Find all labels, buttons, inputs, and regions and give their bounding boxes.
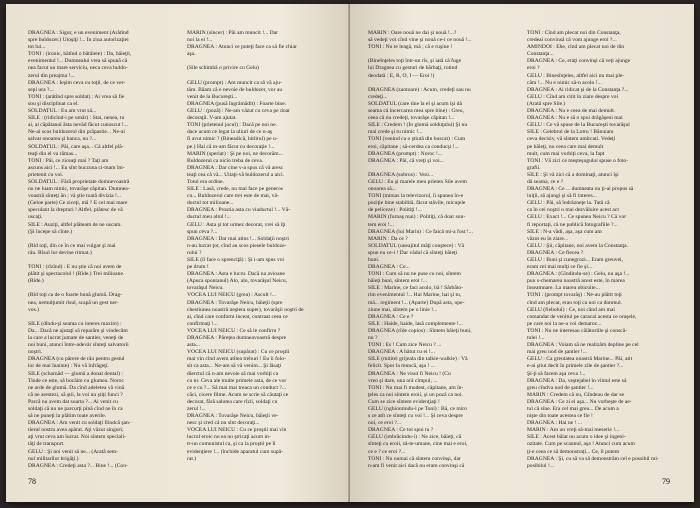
text-line: greu cîndva nod de şantier !... xyxy=(527,384,594,391)
left-page xyxy=(6,4,350,502)
text-line: ascuns aici !... Eu sînt buczuna ci-mam îm- xyxy=(28,164,125,171)
text-line: plătit şi spectacolul ! (Rîde.) Trei milioane. xyxy=(28,271,125,278)
text-line: DRAGNEA : Dar cine v-a spus că vă aresc xyxy=(187,164,284,171)
text-line: s ce atît ce sînteţi cu voi !... Şi ceva despre xyxy=(368,413,463,420)
right-column-1 xyxy=(368,30,517,470)
text-line: SOLDATUL (care tine la el şi acum îşi dă xyxy=(368,100,462,107)
text-line: DRAGNEA : Asta e lucru. Dacă na avioane xyxy=(187,271,285,278)
text-line: tăţi de transport. xyxy=(28,441,65,448)
text-line: ceea că nu credeţi, tovarăşe căpitan !... xyxy=(368,115,455,122)
text-line: ai, ai căpătanul ăsta nevăd făcut cunoscut !... xyxy=(28,122,128,129)
text-line: DRAGNEA : Dar mai atins !... Soldaţii noştri xyxy=(187,235,289,242)
text-line: SILE : Haide, haide, lasă complemente !... xyxy=(368,320,463,327)
text-line: GELU : Ce vă spuse de la Bucureşti tovarăşul xyxy=(527,122,630,129)
text-line: Şi-ţi să facem aşa ceva !... xyxy=(527,370,586,377)
text-line xyxy=(187,58,336,65)
text-line: DRAGNEA : Voiam să ne realizăm depline pe cel xyxy=(527,342,639,349)
text-line: DRAGNEA (pusă îngrămădit) : Foarte bine. xyxy=(187,100,287,107)
text-line: DRAGNEA : Păreţea dumneavoastră despre xyxy=(187,335,287,342)
text-line: ce e ? ce eroi ?... xyxy=(368,448,406,455)
text-line: GELU : Şii, căpitane, noi avem la Constanţa. xyxy=(527,242,628,249)
text-line: chestiunea noastră neştera super), tovarăşii noştri de xyxy=(187,306,304,313)
text-line: SOLDATUL : Păi, care aşa... Că altfel plă- xyxy=(28,143,124,150)
text-line: noştri. xyxy=(28,349,43,356)
text-line: ne arde de glumă. Da cînd adeletea vă vină xyxy=(28,384,125,391)
text-line: spun ceva ?... xyxy=(187,228,218,235)
text-line: TONI : (rîzînd) : E nu ştie că noi avem de xyxy=(28,264,122,271)
text-line: DRAGNEA : Ne visul fi Neicu ! (Cu xyxy=(368,370,451,377)
text-line: DRAGNEA : Ce... xyxy=(368,264,410,271)
text-line: VOCEA LUI NEICU (grea) : Ascult !... xyxy=(187,292,277,299)
text-line xyxy=(28,257,177,264)
text-line: dierctul că n-am nevoie să mai vorbiţi ca xyxy=(187,370,279,377)
text-line: n-au lucrat ţot, cînd au scos piesele buldoze- xyxy=(187,242,287,249)
text-line: eroi ? xyxy=(527,65,540,72)
text-line: să vedeţi voi cînd vine şi nouă ce-i ce nouă !... xyxy=(368,37,472,44)
text-line: SILE (dîndu-şi seama cu interes maxim) : xyxy=(28,320,122,327)
text-line: doctul tot milioane... xyxy=(187,200,234,207)
text-line: ce e cu ?... Să mai mai treaca un conduct ?... xyxy=(187,384,287,391)
text-line: lui Dragnea cu gesturi de bărbaţi, rotind xyxy=(368,65,458,72)
text-line: TONI : (prompt tovarăş) : Ne-au plătit toţi xyxy=(527,292,622,299)
text-line: TONI : Nu numai că sîntem convinşi, dar xyxy=(368,455,461,462)
text-line: TONI : (arătînd spre soldat) : Ai vrea să fie xyxy=(28,93,125,100)
text-line: Constanţa... xyxy=(527,51,554,58)
text-line: GELU : Buni şi cunegrozi... Eram greuvei, xyxy=(527,257,624,263)
text-line: DRAGNEA : Tovarăşe Neicu, băieţii (spre xyxy=(187,299,283,306)
text-line: la care a lucrat jumate de santier, veneţi de xyxy=(28,335,124,342)
text-line: DRAGNEA : A bătut cu ei !... xyxy=(368,349,435,356)
text-line: SOLDATUL : Eu am vrut să... xyxy=(28,108,97,115)
text-line: dă seama, ce e ? xyxy=(527,178,564,185)
text-line: DRAGNEA (zaotoare) : Acum, credeţi sau nu xyxy=(368,86,471,93)
text-line: SILE : N-a vădi, aşa, aşa cum am xyxy=(527,228,602,235)
text-line: voastră sînteţi ăn ; vă ştie toată divizia !... xyxy=(28,193,122,200)
text-line: (Apuca spontanul) Alo, alo, tovarăşul Neicu, xyxy=(187,278,288,285)
text-line: pe băieţi, nu ceea care mai demult xyxy=(527,143,604,150)
text-line: AMINDOI : Ehe, cînd am plecat noi de din xyxy=(527,44,625,51)
text-line: SILE : Lasă, crede, nu mai face pe generos xyxy=(187,186,283,193)
text-line: DRAGNEA (lui Marin) : Ce faică mi-a fost !... xyxy=(368,228,473,235)
text-line: rului ? xyxy=(187,249,202,256)
text-line: aşa. xyxy=(187,51,196,58)
text-line: SILE : (ridicînd-i pe umăr) : Stai, nenea, tu xyxy=(28,115,125,122)
text-line: tierul nostru avea apărat. Aţi văzut singuri; xyxy=(28,427,124,434)
text-line: SOLDATUL : Fără proprietate domnevoastră xyxy=(28,178,130,185)
text-line: Tinde ce este, să bocăim cu glumea. Noroc xyxy=(28,377,124,384)
text-line: mai crede şi tu nimic !... xyxy=(368,129,423,136)
text-line: ai, cînd care conform inceat, contraat ceea ce xyxy=(187,313,288,320)
text-line: văzut eu în ziare... xyxy=(527,235,568,242)
text-line xyxy=(28,314,177,321)
text-line: tot lui... xyxy=(28,44,46,51)
text-line: TONI : Păi, ce ziceaţi mai ? Taţi am xyxy=(28,157,109,164)
text-line: DRAGNEA : Prostia asta cu viaductul !... Vă- xyxy=(187,207,291,214)
text-line xyxy=(187,463,336,470)
text-line: nea, nemulţumit rîsul, scapă un gest ner- xyxy=(28,299,119,306)
text-line: DRAGNEA (sobrus) : Vezi... xyxy=(368,171,434,178)
text-line: Parcă nu avem dat soarta ?... Ai venit cu xyxy=(28,398,118,405)
text-line: rat.) xyxy=(187,455,197,462)
text-line: uscaţi. xyxy=(28,214,43,221)
text-line: GELU (prompt) : Am muncit ca să vă aju- xyxy=(187,79,282,86)
text-line: TONI : Es ! Cum zice Neicu ? ... xyxy=(368,342,442,349)
text-line: mai vin cînd avem atîtea treburi ! Eu îi folo- xyxy=(187,356,286,363)
page-number-left: 78 xyxy=(28,477,36,486)
text-line: sînteţi cu eroii, să-te-umane, cine mai e eroi, xyxy=(368,441,468,448)
right-page xyxy=(350,4,694,502)
text-line: Ne-ai scos buldozerul din prăpastie... Ne-ai xyxy=(28,129,125,136)
text-line: pe.) Hai că m-am făcut cu decoraţie !... xyxy=(187,143,275,150)
text-line: tr-un comunistul ca, şi ca la proştii pe îl xyxy=(187,441,276,448)
text-line: onoarea să... xyxy=(368,186,396,193)
text-line: lucrul eroic nu ea nu ştricaţi acum in- xyxy=(187,434,271,441)
text-line: evidenţiere !... (închide aparatul cum supă- xyxy=(187,448,283,455)
text-line: DRAGNEA : Ce fiecea ? xyxy=(527,249,584,256)
text-line: nul militarilor brigăţi.) xyxy=(28,455,79,462)
text-line: fi avut nimic ? (Bineadică, hitlirul) pe u- xyxy=(187,136,278,143)
text-line: TONI : Vă zici ce meşteşugului spuse o foto- xyxy=(527,157,629,164)
text-line xyxy=(368,51,517,58)
text-line: GELU (nghiontindu-l pe Toni) : Bă, ce miro xyxy=(368,405,467,412)
text-line: noi, ce eroi ?... xyxy=(368,420,402,427)
text-line: sepi ura ?... xyxy=(28,86,54,93)
text-line: DRAGNEA : Ce ... dumneata nu ţi-ai propus să xyxy=(527,186,634,193)
left-page-columns xyxy=(28,30,336,470)
text-line: SILE : Auziţi, altfel plăteam de ne uscam. xyxy=(28,221,122,228)
text-line: ozitate. Cum pe scaunul, aşa ! Atunci cum acum xyxy=(527,441,635,448)
text-line xyxy=(28,285,177,292)
text-line: sou şi disciplinat ca el. xyxy=(28,100,79,107)
text-line: grafii. xyxy=(527,164,541,171)
text-line: TONI (prietenul jocul) : Dacă pe noi ne. xyxy=(187,122,277,129)
text-line: (Sile schimbă o privire cu Gelu) xyxy=(187,65,259,72)
text-line: decoraţii. V-am ajutat. xyxy=(187,115,237,122)
text-line: GELU : Cînd am citit în ziare despre voi xyxy=(527,93,619,100)
text-line: SOLDATUL (uneajitul mâţi conştece) : Vă xyxy=(368,242,465,249)
text-line: DRAGNEA : Hai ne ! ... xyxy=(527,420,582,427)
text-line: vos.) xyxy=(28,306,40,313)
text-line: DRAGNEA (rîde copios) : Sîntem băieţi buni, xyxy=(368,327,472,334)
text-line: confirmaţi !... xyxy=(187,320,218,327)
text-line: Cum se zice sîntem evidenţiaţi ! xyxy=(368,398,440,405)
text-line: noi la ei !... xyxy=(187,37,213,44)
text-line: pe drum ! xyxy=(187,264,209,271)
left-column-2 xyxy=(187,30,336,470)
text-line: DRAGNEA : Ce e ? xyxy=(368,313,414,320)
text-line: seama că încercarea mea spre bine) : Greu, xyxy=(368,108,464,115)
text-line: nea facut un mare serviciu, neca ceva buldo- xyxy=(28,65,128,72)
text-line: sit ca asta... Ne-am să vă venim... Şi lăsaţi xyxy=(187,363,282,370)
text-line: prietenit cu voi. xyxy=(28,171,64,178)
text-line: GELU : Păi, să îndrăzneţe la. Tată că xyxy=(527,200,610,207)
text-line xyxy=(28,236,177,243)
text-line: speculant la drepturi ! Altfel, plătesc de vă xyxy=(28,207,123,214)
text-line: DRAGNEA : Nu e să o spui drăgăşeni mai xyxy=(527,115,623,122)
text-line: DRAGNEA : Păi, că vreţi şi voi... xyxy=(368,157,444,164)
text-line: MARIN : Oare nouă ne dai şi nouă !...? xyxy=(368,30,457,36)
text-line: căm !... Nu e nimic să-n acolo !... xyxy=(527,79,602,86)
text-line: GELU : Eu şi marele meu prieten Sile avem xyxy=(368,178,467,185)
text-line: pe care noi la ne-a voi demaroc... xyxy=(527,320,602,327)
text-line: SILE (scharnăd — glumă a donat dental) : xyxy=(28,370,123,377)
text-line: mai greu nod de şantier !... xyxy=(527,349,587,356)
text-line: ţi-e ceea ce să demonstraţi... Ce, îl putem xyxy=(527,448,620,455)
text-line: TONI : Nu ne interesau călătoriile şi conscă- xyxy=(527,327,628,334)
text-line: (Rîd toţi, din ce în ce mai vulgar şi mai xyxy=(28,242,116,249)
text-line: GELU (imbrăcindu-i) : Ne zice, băieţi, că xyxy=(368,434,462,441)
text-line: GELU : Binesînţeles, altfel aici nu mai ple- xyxy=(527,72,625,79)
text-line: soldaţi că nu ne parcurţi pînă cînd ne în ca xyxy=(28,405,123,412)
text-line: dace acum ce legat la uliuri de ce n-aş xyxy=(187,129,273,136)
text-line: ziune mai, sîntem pe o linie !... xyxy=(368,306,438,313)
text-line: tem eroi !... xyxy=(368,221,394,228)
text-line: credeţi... xyxy=(368,93,388,100)
text-line: DRAGNEA : Sigur, e un eveniment (Arătînd xyxy=(28,30,129,36)
text-line: credeai convinsă că vom ajunge eroi ?... xyxy=(527,37,617,44)
text-line: mult, cum mai vorbiţi ceva, la fapt xyxy=(527,150,605,157)
text-line: DRAGNEA : Atunci ce puteţi face ca să fie chiar xyxy=(187,44,297,51)
text-line: TONI : Cînd am plecat noi din Constanţa, xyxy=(527,30,621,36)
text-line: rim evenimentul !... Hai Marine, hai şi tu, xyxy=(368,292,462,299)
text-line: (Geloe parte) Ce ziceţi, mă ? E cel mai mare xyxy=(28,200,128,207)
text-line: nesc şi cred că nu sînt decoraţi... xyxy=(187,420,260,427)
text-line: ca în cei noştri o mai dezvăluire acest act xyxy=(527,207,619,214)
right-page-columns xyxy=(368,30,676,470)
text-line: Totul era ordine. xyxy=(187,178,225,185)
text-line: TONI : (ironic, bătînd o bătăiete) : Da, băieţii, xyxy=(28,51,132,58)
text-line: comandat de venitul pe caracal acesta ce oraşele, xyxy=(527,313,637,320)
text-line: ţeles ca noi sîntem eroii, şi un poză ca noi. xyxy=(368,391,463,398)
text-line: DRAGNEA : (Gîndindu-se) : Gelu, nu aşa !... xyxy=(527,271,630,278)
text-line xyxy=(368,80,517,87)
text-line: DRAGNEA : Tovarăşe Neicu, băieţii ve- xyxy=(187,413,279,420)
text-line: teaţi din el va rămas... xyxy=(28,150,78,157)
text-line: eram cei mai mulţi ce fie şi... xyxy=(527,264,593,271)
text-line: n-am fi venit aici dacă nu eram convinşi că xyxy=(368,462,465,469)
text-line: DRAGNEA : Nu e ceea de mai demult. xyxy=(527,108,616,115)
text-line: DRAGNEA : Ai ridicat şi de la Constanţa ?... xyxy=(527,86,629,93)
text-line: băieţi buni, sîntem eroi !... xyxy=(368,278,428,285)
text-line xyxy=(368,165,517,172)
text-line: TONI : Nu te leagă, mă ; că e ruşine ! xyxy=(368,44,453,51)
text-line: GELU : Asta şi tot urmez decorat, vrei să îţi xyxy=(187,221,286,228)
text-line: DRAGNEA : Da, veştejabel în vîntul este să xyxy=(527,377,627,384)
text-line: MARIN (furnaş mai) : Politiţi, că doar sun- xyxy=(368,214,466,221)
page-number-right: 79 xyxy=(662,477,670,486)
text-line: VOCEA LUI NEICU : Cu ce proştii mai vin xyxy=(187,427,287,434)
text-line: VOCEA LUI NEICU (supărat) : Cu ce proştii xyxy=(187,349,290,356)
text-line: aţi vrut ceva am lucrat. Noi sîntem speciali- xyxy=(28,434,126,441)
text-line: fi reportaţi, că ne publică fotografiile ?... xyxy=(527,221,618,228)
text-line: DRAGNEA : Am venit cu soldaţi fiindcă şan- xyxy=(28,420,131,427)
text-line: DRAGNEA : Ce, eraţi convinşi că veţi ajunge xyxy=(527,58,631,65)
text-line: posibilul !... xyxy=(527,462,555,469)
text-line: nu ? xyxy=(368,335,378,342)
text-line: teaţi cea că vă... Uitaţi-vă buldozerul a aici. xyxy=(187,171,285,178)
text-line: SILE : Acest băiat nu acum o idee şi ingeni- xyxy=(527,434,626,441)
text-line: GELU : Şi noi venit să ne... (Arată sem- xyxy=(28,448,118,455)
text-line: înseamnare. La marea obicuite... xyxy=(527,285,600,292)
text-line: venit de la Bucureşti... xyxy=(187,93,238,100)
text-line: DRAGNEA : Ce zi ei aşa... Nu vorbeşte de ae- xyxy=(527,398,632,405)
text-line: felicit. Spor la muncă, aşa ! ... xyxy=(368,363,435,370)
text-line: (Şi începe să cînte.) xyxy=(28,228,73,235)
text-line: nu ne luam nimic, tovarăşe căpitan. Dumnea- xyxy=(28,186,130,193)
left-column-1 xyxy=(28,30,177,470)
text-line: salvat onoarea şi banca, nu ?... xyxy=(28,136,97,143)
text-line: pun s-chemarea noastră acest este, în marea xyxy=(527,278,625,285)
text-line: mă... regiment !... (Aparte) După asta, ope- xyxy=(368,299,465,306)
text-line: SILE (îi face o sprenciţă) : Şi i-am spus voi xyxy=(187,257,285,263)
text-line: DRAGNEA : Credeţi asta ?... Bine !... (Con- xyxy=(28,462,128,469)
text-line: zerul !... xyxy=(187,405,206,412)
text-line: căci, cicere filme. Acum se scrie să căutaţi ce xyxy=(187,391,289,398)
text-line: zerul din preajma !... xyxy=(28,72,75,79)
text-line: (Bineînţeles toţi într-un rîs, şi iată că fuge xyxy=(368,58,462,65)
text-line: lor de mai înainte) : Nu vă înfrăgeţi. xyxy=(28,363,109,370)
right-column-2 xyxy=(527,30,676,470)
text-line: GELU : Exact !... Ce spunea Neicu ? Că vor xyxy=(527,214,627,221)
text-line xyxy=(187,73,336,80)
text-line: tulei !... xyxy=(527,335,545,342)
text-line: TONI : Nu mai fi modest, căpitane, am în- xyxy=(368,384,464,391)
text-line: că ne arestezi, să ştii, la voi nu ştiţi funci ? xyxy=(28,391,123,398)
text-line: SILE : Şi vă zici că a dominaţi, atunci îşi xyxy=(527,171,619,178)
text-line: SILE : Marine, ce faci acolo, bă ! Sărbăto- xyxy=(368,285,464,292)
text-line: asta... xyxy=(187,342,200,349)
text-line: GELU (fiebolul) : Ce, noi când am mai xyxy=(527,306,615,313)
text-line: MARIN : Da ce ? xyxy=(368,235,408,242)
text-line: tovarăşul Neicu. xyxy=(187,285,224,292)
text-line: VOCEA LUI NEICU : Ce să le confirm ? xyxy=(187,327,281,334)
text-line: Buldozerul ca nicio treba de ceva. xyxy=(187,157,264,164)
text-line: nişte din toate acestea ce fie ! xyxy=(527,413,593,420)
text-line: noi buni, atunci între-adevăr sînteţi salvatorii xyxy=(28,342,129,349)
text-line: decorat, fără salutea care rîzii, soldaţi cu xyxy=(187,398,278,405)
text-line: DRAGNEA (prompt) : Noroc !... xyxy=(368,150,443,157)
text-line: Da... Dacă ne ajutaţi să reparăm şi vindecăm xyxy=(28,327,128,334)
text-line: poziţie bine stabilită, făcut stăvile, micuţele xyxy=(368,200,466,207)
text-line: să ne puneţi la plătim toate averile. xyxy=(28,413,107,420)
text-line: MARIN : Credem că nu, Gîndeau de dar se xyxy=(527,391,625,398)
text-line: vreo şi dare, una oră cîmpul, ... xyxy=(368,377,438,384)
text-line: DRAGNEA : Ce tot spui tu ? xyxy=(368,427,434,434)
text-line: cu... Buldozerul care trei este de mai, vă- xyxy=(187,193,279,200)
text-line: TONI (venind ca o ştiută din buscat) : Cum xyxy=(368,136,466,143)
text-line: DRAGNEA : Ieşim ceva cu toţii, de ce ver- xyxy=(28,79,126,86)
text-line: DRAGNEA (cu părere de rău pentru gestul xyxy=(28,356,125,363)
text-line: SILE (mititel grijeala din talkie-walkie) : Vă xyxy=(368,356,468,363)
text-line: ductul meu altul !... xyxy=(187,214,231,221)
text-line: cu nr. Ceva ale multe primele asta, de ce vor xyxy=(187,377,287,384)
text-line: MARIN (sincer) : Păi am muncit !... Dar xyxy=(187,30,279,36)
text-line: cînd am plecat, erau toţi ca noi ca donmul. xyxy=(527,299,623,306)
text-line: e-ai ştiut decît în primele zile de şantier ?... xyxy=(527,363,624,370)
text-line: TONI : Cum să nu ne puse cu noi, sîntem xyxy=(368,271,461,278)
text-line: MARIN (speriat) : Şi pe noi, ne decorăm... xyxy=(187,150,283,157)
text-line: (Arată spre Sile.) xyxy=(527,100,566,107)
text-line: buni. xyxy=(368,257,380,263)
text-line: ceva decisiv, vă sîntem amîrcati. Vedeţi xyxy=(527,136,616,143)
text-line: MARIN : Am un vreţi să-mai meserie !... xyxy=(527,427,620,434)
text-line: eroi, căpitane ; să-cerdea ca conducşi !... xyxy=(368,143,459,150)
text-line: spun eu ce-i ! Dar vădul că sînteţi băieţi xyxy=(368,249,458,256)
text-line: TONI (mimas la televizorul, îi spunea în-e xyxy=(368,193,464,200)
text-line: de peliceze) : Politiţi !... xyxy=(368,207,422,214)
text-line: tăm. Băam că e nevoie de buldozer, vor au xyxy=(187,86,283,93)
text-line: (Rîd toţi ca de o foarte bună glumă. Drag- xyxy=(28,292,122,299)
text-line: rău. Rîsul lor devine ritmat.) xyxy=(28,249,92,256)
text-line: SILE : Gelebrul de la Lotru ! Bănuiam xyxy=(527,129,614,136)
text-line: DRAGNEA : Şi, cu să va să demonstrăm cel e possibil mi- xyxy=(527,455,659,462)
text-line: tul că sîne. Era cel mai greu... De acum a xyxy=(527,405,619,412)
book-spread xyxy=(6,4,694,502)
text-line: deodată : E, R, O, I — Eroi !) xyxy=(368,72,435,79)
text-line: evenimentul !... Dumnealui vrea să spună că xyxy=(28,58,128,65)
text-line: GELU : Ca greutatea noastră Marine... Păi, atit xyxy=(527,356,633,363)
text-line: SILE : Credem ! (În glumă solduţului) Şi nu xyxy=(368,122,468,129)
text-line: (Rîde.) xyxy=(28,278,44,285)
text-line: iniţii, să ajungi şi să fi interes... xyxy=(527,193,597,200)
text-line: GELU : (poză) : Ne-am văzut cu ceva pe doar xyxy=(187,108,290,115)
text-line: spre buldozer.) Utoşiţi !... În ziua autorizaţiei xyxy=(28,37,129,44)
